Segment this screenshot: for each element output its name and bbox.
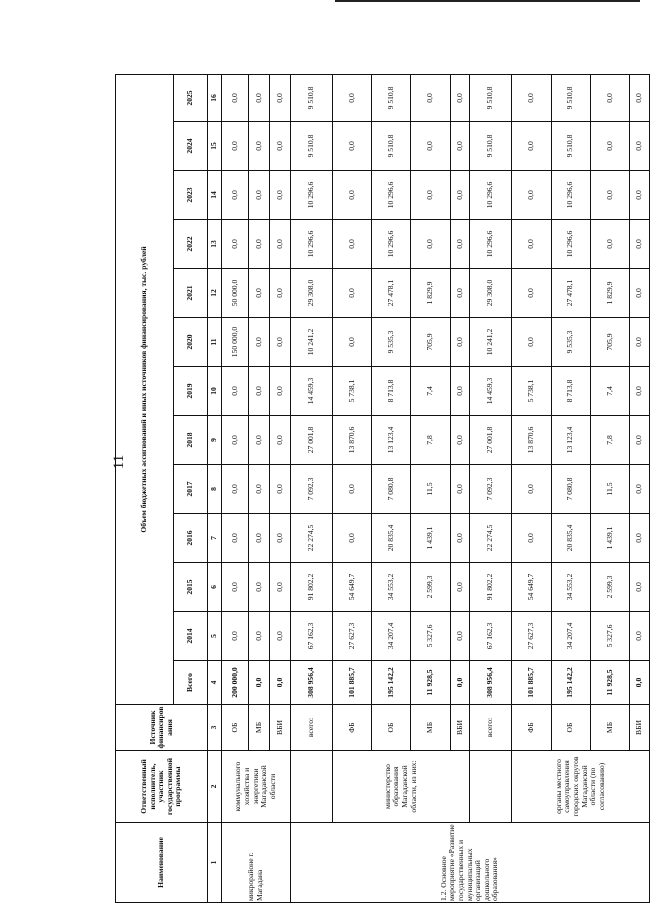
value-cell: 34 207,4 <box>372 612 411 661</box>
block3-executor: органы местного самоуправления городских округов Магаданской области (по согласованию) <box>512 751 650 823</box>
empty-cell <box>470 751 512 823</box>
value-cell: 0,0 <box>630 416 650 465</box>
column-number: 6 <box>208 563 222 612</box>
column-number: 13 <box>208 220 222 269</box>
value-cell: 0,0 <box>269 122 290 171</box>
value-cell: 13 870,6 <box>512 416 551 465</box>
header-year: 2015 <box>174 563 208 612</box>
total-cell: 308 956,4 <box>290 661 332 705</box>
header-year: 2025 <box>174 74 208 121</box>
value-cell: 0,0 <box>590 220 629 269</box>
column-number: 11 <box>208 318 222 367</box>
value-cell: 0,0 <box>512 122 551 171</box>
source-cell: ВБИ <box>630 705 650 751</box>
source-cell: ОБ <box>222 705 249 751</box>
table-row <box>332 74 371 902</box>
page-number: 11 <box>111 454 127 470</box>
value-cell: 0,0 <box>222 171 249 220</box>
value-cell: 0,0 <box>269 612 290 661</box>
value-cell: 7 080,8 <box>372 465 411 514</box>
value-cell: 67 162,3 <box>470 612 512 661</box>
value-cell: 0,0 <box>222 612 249 661</box>
header-year: 2014 <box>174 612 208 661</box>
value-cell: 0,0 <box>630 318 650 367</box>
source-cell: ФБ <box>332 705 371 751</box>
value-cell: 0,0 <box>630 612 650 661</box>
value-cell: 705,9 <box>411 318 450 367</box>
value-cell: 14 459,3 <box>290 367 332 416</box>
source-cell: ОБ <box>372 705 411 751</box>
value-cell: 29 308,0 <box>470 269 512 318</box>
value-cell: 0,0 <box>249 514 270 563</box>
value-cell: 10 241,2 <box>290 318 332 367</box>
source-cell: МБ <box>590 705 629 751</box>
value-cell: 7,4 <box>590 367 629 416</box>
table-row <box>512 74 551 902</box>
column-number-row <box>208 74 222 902</box>
value-cell: 0,0 <box>222 563 249 612</box>
value-cell: 0,0 <box>269 514 290 563</box>
value-cell: 8 713,8 <box>551 367 590 416</box>
value-cell: 10 296,6 <box>470 171 512 220</box>
value-cell: 0,0 <box>249 465 270 514</box>
column-number: 16 <box>208 74 222 121</box>
value-cell: 0,0 <box>332 269 371 318</box>
value-cell: 20 835,4 <box>372 514 411 563</box>
value-cell: 0,0 <box>450 269 470 318</box>
value-cell: 34 207,4 <box>551 612 590 661</box>
value-cell: 27 001,8 <box>290 416 332 465</box>
value-cell: 0,0 <box>450 171 470 220</box>
column-number: 9 <box>208 416 222 465</box>
header-source: Источник финансирования <box>116 705 208 751</box>
source-cell: ВБИ <box>450 705 470 751</box>
value-cell: 0,0 <box>450 514 470 563</box>
column-number: 5 <box>208 612 222 661</box>
total-cell: 101 885,7 <box>332 661 371 705</box>
total-cell: 0,0 <box>450 661 470 705</box>
value-cell: 54 649,7 <box>332 563 371 612</box>
column-number: 1 <box>208 823 222 903</box>
header-year: 2020 <box>174 318 208 367</box>
column-number: 8 <box>208 465 222 514</box>
value-cell: 705,9 <box>590 318 629 367</box>
source-cell: МБ <box>249 705 270 751</box>
header-year: 2022 <box>174 220 208 269</box>
value-cell: 91 802,2 <box>290 563 332 612</box>
value-cell: 0,0 <box>332 514 371 563</box>
value-cell: 0,0 <box>332 74 371 121</box>
value-cell: 5 738,1 <box>512 367 551 416</box>
value-cell: 9 510,8 <box>290 74 332 121</box>
value-cell: 27 478,1 <box>372 269 411 318</box>
value-cell: 0,0 <box>411 171 450 220</box>
source-cell: всего: <box>470 705 512 751</box>
column-number: 3 <box>208 705 222 751</box>
rotated-table-wrapper <box>115 75 650 903</box>
value-cell: 0,0 <box>411 220 450 269</box>
value-cell: 0,0 <box>222 514 249 563</box>
column-number: 12 <box>208 269 222 318</box>
header-year: 2024 <box>174 122 208 171</box>
column-number: 15 <box>208 122 222 171</box>
total-cell: 0,0 <box>269 661 290 705</box>
value-cell: 22 274,5 <box>470 514 512 563</box>
value-cell: 0,0 <box>630 74 650 121</box>
value-cell: 0,0 <box>249 74 270 121</box>
value-cell: 7 080,8 <box>551 465 590 514</box>
value-cell: 10 296,6 <box>290 171 332 220</box>
value-cell: 0,0 <box>630 122 650 171</box>
value-cell: 5 327,6 <box>411 612 450 661</box>
value-cell: 0,0 <box>222 122 249 171</box>
value-cell: 1 829,9 <box>590 269 629 318</box>
total-cell: 11 928,5 <box>590 661 629 705</box>
value-cell: 9 510,8 <box>290 122 332 171</box>
value-cell: 0,0 <box>332 122 371 171</box>
header-executor: Ответственный исполнитель, участник государственной программы <box>116 751 208 823</box>
value-cell: 50 000,0 <box>222 269 249 318</box>
header-year: 2017 <box>174 465 208 514</box>
value-cell: 11,5 <box>590 465 629 514</box>
value-cell: 10 296,6 <box>470 220 512 269</box>
value-cell: 0,0 <box>450 612 470 661</box>
value-cell: 9 510,8 <box>551 74 590 121</box>
value-cell: 0,0 <box>512 318 551 367</box>
value-cell: 34 553,2 <box>372 563 411 612</box>
value-cell: 0,0 <box>249 416 270 465</box>
source-cell: ВБИ <box>269 705 290 751</box>
source-cell: ОБ <box>551 705 590 751</box>
column-number: 2 <box>208 751 222 823</box>
value-cell: 0,0 <box>512 465 551 514</box>
value-cell: 0,0 <box>269 220 290 269</box>
value-cell: 0,0 <box>269 465 290 514</box>
block1-executor: коммунального хозяйства и энергетики Магаданской области <box>222 751 291 823</box>
value-cell: 20 835,4 <box>551 514 590 563</box>
value-cell: 0,0 <box>630 514 650 563</box>
value-cell: 8 713,8 <box>372 367 411 416</box>
value-cell: 0,0 <box>332 220 371 269</box>
total-cell: 195 142,2 <box>372 661 411 705</box>
value-cell: 34 553,2 <box>551 563 590 612</box>
value-cell: 10 296,6 <box>551 220 590 269</box>
value-cell: 91 802,2 <box>470 563 512 612</box>
value-cell: 9 510,8 <box>551 122 590 171</box>
value-cell: 27 001,8 <box>470 416 512 465</box>
column-number: 7 <box>208 514 222 563</box>
value-cell: 27 627,3 <box>332 612 371 661</box>
value-cell: 13 123,4 <box>551 416 590 465</box>
value-cell: 7 092,3 <box>290 465 332 514</box>
value-cell: 0,0 <box>590 171 629 220</box>
table-row <box>222 74 249 902</box>
total-cell: 101 885,7 <box>512 661 551 705</box>
value-cell: 0,0 <box>630 367 650 416</box>
value-cell: 0,0 <box>222 416 249 465</box>
scan-border-line <box>335 0 640 2</box>
table-row <box>470 74 512 902</box>
value-cell: 0,0 <box>512 171 551 220</box>
value-cell: 0,0 <box>222 465 249 514</box>
value-cell: 9 510,8 <box>470 122 512 171</box>
table-row <box>290 74 332 902</box>
value-cell: 0,0 <box>630 465 650 514</box>
value-cell: 0,0 <box>332 171 371 220</box>
value-cell: 13 870,6 <box>332 416 371 465</box>
value-cell: 0,0 <box>249 318 270 367</box>
value-cell: 13 123,4 <box>372 416 411 465</box>
total-cell: 0,0 <box>630 661 650 705</box>
value-cell: 11,5 <box>411 465 450 514</box>
value-cell: 7 092,3 <box>470 465 512 514</box>
value-cell: 0,0 <box>222 367 249 416</box>
value-cell: 27 627,3 <box>512 612 551 661</box>
value-cell: 1 829,9 <box>411 269 450 318</box>
value-cell: 0,0 <box>249 220 270 269</box>
block2-executor: министерство образования Магаданской области, из них: <box>332 751 470 823</box>
value-cell: 0,0 <box>512 74 551 121</box>
block2-name: 1.2. Основное мероприятие «Развитие государственных и муниципальных организаций дошкольного образования» <box>290 823 649 903</box>
value-cell: 9 510,8 <box>470 74 512 121</box>
value-cell: 9 510,8 <box>372 122 411 171</box>
value-cell: 0,0 <box>269 171 290 220</box>
value-cell: 0,0 <box>450 74 470 121</box>
value-cell: 1 439,1 <box>411 514 450 563</box>
value-cell: 0,0 <box>249 367 270 416</box>
value-cell: 29 308,0 <box>290 269 332 318</box>
value-cell: 0,0 <box>630 171 650 220</box>
value-cell: 0,0 <box>269 563 290 612</box>
value-cell: 67 162,3 <box>290 612 332 661</box>
column-number: 10 <box>208 367 222 416</box>
total-cell: 0,0 <box>249 661 270 705</box>
value-cell: 0,0 <box>512 220 551 269</box>
header-year: 2016 <box>174 514 208 563</box>
header-year: 2021 <box>174 269 208 318</box>
value-cell: 0,0 <box>450 220 470 269</box>
header-year: 2023 <box>174 171 208 220</box>
value-cell: 0,0 <box>411 74 450 121</box>
value-cell: 0,0 <box>269 318 290 367</box>
block1-name: микрорайоне г. Магадана <box>222 823 291 903</box>
value-cell: 0,0 <box>512 514 551 563</box>
column-number: 4 <box>208 661 222 705</box>
value-cell: 1 439,1 <box>590 514 629 563</box>
value-cell: 0,0 <box>332 465 371 514</box>
value-cell: 150 000,0 <box>222 318 249 367</box>
value-cell: 10 296,6 <box>372 171 411 220</box>
value-cell: 0,0 <box>450 563 470 612</box>
value-cell: 0,0 <box>630 563 650 612</box>
financing-table <box>115 74 650 903</box>
value-cell: 9 535,3 <box>551 318 590 367</box>
value-cell: 2 599,3 <box>590 563 629 612</box>
value-cell: 0,0 <box>450 416 470 465</box>
header-total: Всего <box>174 661 208 705</box>
value-cell: 0,0 <box>590 74 629 121</box>
source-cell: ФБ <box>512 705 551 751</box>
value-cell: 10 296,6 <box>372 220 411 269</box>
value-cell: 0,0 <box>332 318 371 367</box>
value-cell: 0,0 <box>411 122 450 171</box>
total-cell: 308 956,4 <box>470 661 512 705</box>
header-volume: Объем бюджетных ассигнований и иных источников финансирования, тыс. рублей <box>116 74 174 704</box>
total-cell: 195 142,2 <box>551 661 590 705</box>
value-cell: 7,8 <box>590 416 629 465</box>
value-cell: 0,0 <box>590 122 629 171</box>
value-cell: 0,0 <box>249 563 270 612</box>
value-cell: 9 535,3 <box>372 318 411 367</box>
value-cell: 10 296,6 <box>551 171 590 220</box>
value-cell: 0,0 <box>630 220 650 269</box>
value-cell: 10 296,6 <box>290 220 332 269</box>
value-cell: 7,4 <box>411 367 450 416</box>
source-cell: МБ <box>411 705 450 751</box>
value-cell: 7,8 <box>411 416 450 465</box>
total-cell: 11 928,5 <box>411 661 450 705</box>
value-cell: 27 478,1 <box>551 269 590 318</box>
total-cell: 200 000,0 <box>222 661 249 705</box>
value-cell: 0,0 <box>630 269 650 318</box>
value-cell: 9 510,8 <box>372 74 411 121</box>
value-cell: 22 274,5 <box>290 514 332 563</box>
value-cell: 2 599,3 <box>411 563 450 612</box>
header-name: Наименование <box>116 823 208 903</box>
value-cell: 0,0 <box>269 367 290 416</box>
value-cell: 0,0 <box>450 465 470 514</box>
value-cell: 0,0 <box>450 318 470 367</box>
value-cell: 0,0 <box>222 74 249 121</box>
source-cell: всего: <box>290 705 332 751</box>
value-cell: 0,0 <box>249 171 270 220</box>
value-cell: 0,0 <box>450 367 470 416</box>
header-year: 2019 <box>174 367 208 416</box>
value-cell: 54 649,7 <box>512 563 551 612</box>
value-cell: 0,0 <box>450 122 470 171</box>
value-cell: 0,0 <box>249 122 270 171</box>
value-cell: 10 241,2 <box>470 318 512 367</box>
value-cell: 5 738,1 <box>332 367 371 416</box>
value-cell: 0,0 <box>249 612 270 661</box>
column-number: 14 <box>208 171 222 220</box>
value-cell: 0,0 <box>249 269 270 318</box>
value-cell: 0,0 <box>269 416 290 465</box>
value-cell: 0,0 <box>269 269 290 318</box>
value-cell: 0,0 <box>512 269 551 318</box>
value-cell: 5 327,6 <box>590 612 629 661</box>
value-cell: 0,0 <box>269 74 290 121</box>
value-cell: 0,0 <box>222 220 249 269</box>
header-year: 2018 <box>174 416 208 465</box>
empty-cell <box>290 751 332 823</box>
value-cell: 14 459,3 <box>470 367 512 416</box>
